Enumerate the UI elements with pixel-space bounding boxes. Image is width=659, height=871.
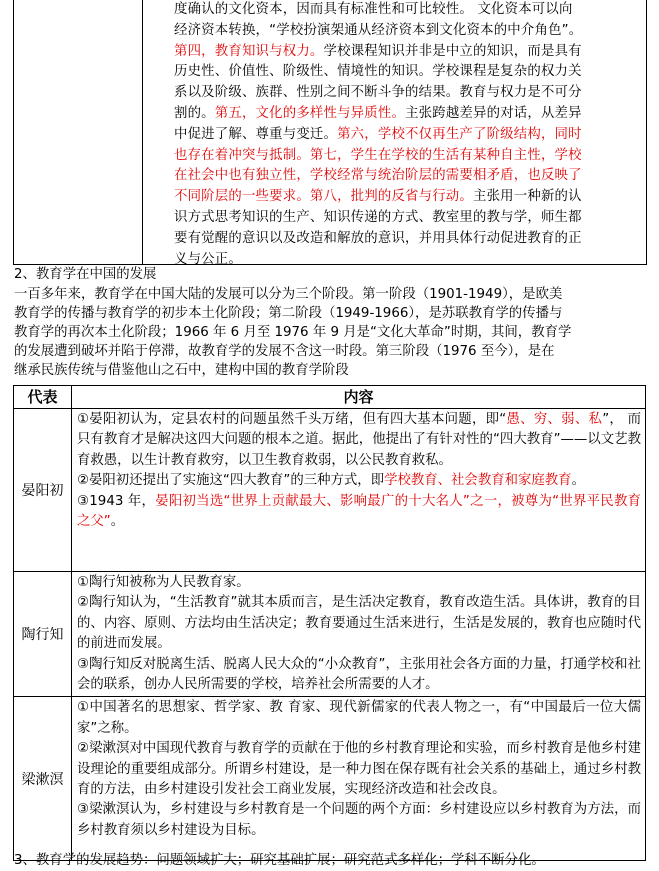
representatives-table — [13, 385, 646, 861]
content-point: ③1943 年，晏阳初当选“世界上贡献最大、影响最广的十大名人”之一，被尊为“世界平民教育之父”。 — [77, 493, 641, 530]
highlight-text: 学校教育、社会教育和家庭教育 — [384, 473, 572, 489]
text-line: 不同阶层的一些要求。第八，批判的反省与行动。主张用一种新的认 — [174, 189, 582, 205]
highlight-text: 愚、穷、弱、私 — [506, 412, 603, 427]
text-line: 中促进了解、尊重与变迁。第六，学校不仅再生产了阶级结构，同时 — [174, 126, 582, 142]
text-line: 识方式思考知识的生产、知识传递的方式、教室里的教与学，师生都 — [174, 209, 582, 225]
content-point: ②晏阳初还提出了实施这“四大教育”的三种方式，即学校教育、社会教育和家庭教育。 — [77, 473, 585, 489]
highlight-point-four: 第四，教育知识与权力。 — [174, 43, 324, 59]
text-line: 割的。第五，文化的多样性与异质性。主张跨越差异的对话，从差异 — [174, 105, 582, 121]
text-line: 度确认的文化资本，因而具有标准性和可比较性。 文化资本可以向 — [174, 2, 573, 17]
content-point: ③陶行知反对脱离生活、脱离人民大众的“小众教育”，主张用社会各方面的力量，打通学校和社会的联系，创办人民所需要的学校，培养社会所需要的人才。 — [77, 656, 641, 693]
content-point: ②梁漱溟对中国现代教育与教育学的贡献在于他的乡村教育理论和实验，而乡村教育是他乡村建设理论的重要组成部分。所谓乡村建设，是一种力图在保存既有社会关系的基础上，通过乡村教育的方法，由乡村建设引发社会工商业发展，实现经济改造和社会改良。 — [77, 741, 641, 798]
theory-table-fragment — [13, 0, 647, 265]
highlight-text-line: 在社会中也有独立性，学校经常与统治阶层的需要相矛盾，也反映了 — [174, 168, 582, 184]
highlight-text: 晏阳初当选“世界上贡献最大、影响最广的十大名人”之一，被尊为“世界平民教育之父” — [77, 493, 641, 530]
representative-content — [72, 409, 646, 572]
content-point: ①中国著名的思想家、哲学家、教 育家、现代新儒家的代表人物之一，有“中国最后一位大儒家”之称。 — [77, 700, 641, 736]
section-2-heading: 2、教育学在中国的发展 — [14, 267, 157, 282]
table-header-row — [14, 386, 646, 409]
text-line: 要有觉醒的意识以及改造和解放的意识，并用具体行动促进教育的正 — [174, 230, 582, 246]
paragraph-line: 继承民族传统与借鉴他山之石中，建构中国的教育学阶段 — [14, 363, 349, 378]
highlight-text-line: 也存在着冲突与抵制。第七，学生在学校的生活有某种自主性，学校 — [174, 147, 582, 163]
table-row-yan-yangchu — [14, 409, 646, 572]
content-point: ①晏阳初认为，定县农村的问题虽然千头万绪，但有四大基本问题，即“愚、穷、弱、私”， 而只有教育才是解决这四大问题的根本之道。据此，他提出了有针对性的“四大教育”——以文艺教育救愚，以生计教育救穷，以卫生教育救弱，以公民教育救私。 — [77, 412, 641, 468]
text-line: 义与公正。 — [174, 251, 242, 267]
content-point: ②陶行知认为，“生活教育”就其本质而言，是生活决定教育，教育改造生活。具体讲，教育的目的、内容、原则、方法均由生活决定；教育要通过生活来进行，生活是发展的，教育也应随时代的前进而发展。 — [77, 595, 641, 652]
content-point: ①陶行知被称为人民教育家。 — [77, 575, 250, 590]
representative-name: 梁漱溟 — [14, 697, 72, 861]
highlight-point-eight: 不同阶层的一些要求。第八，批判的反省与行动。 — [174, 189, 473, 205]
representative-name: 陶行知 — [14, 572, 72, 697]
table-row-liang-shuming — [14, 697, 646, 861]
representative-content — [72, 697, 646, 861]
representative-name: 晏阳初 — [14, 409, 72, 572]
representative-content — [72, 572, 646, 697]
critical-pedagogy-cell — [174, 0, 644, 270]
paragraph-line: 一百多年来，教育学在中国大陆的发展可以分为三个阶段。第一阶段（1901-1949），是欧美 — [14, 287, 563, 302]
text-line: 历史性、价值性、阶级性、情境性的知识。学校课程是复杂的权力关 — [174, 64, 582, 80]
header-representative: 代表 — [14, 386, 72, 409]
highlight-point-six: 第六，学校不仅再生产了阶级结构，同时 — [337, 126, 582, 142]
highlight-point-five: 第五，文化的多样性与异质性。 — [214, 105, 406, 121]
table-column-divider — [142, 0, 143, 264]
content-point: ③梁漱溟认为，乡村建设与乡村教育是一个问题的两个方面：乡村建设应以乡村教育为方法，而乡村教育须以乡村建设为目标。 — [77, 802, 641, 838]
paragraph-line: 教育学的传播与教育学的初步本土化阶段；第二阶段（1949-1966），是苏联教育学的传播与 — [14, 306, 563, 321]
text-line: 第四，教育知识与权力。学校课程知识并非是中立的知识，而是具有 — [174, 43, 582, 59]
section-3-trends: 3、教育学的发展趋势：问题领域扩大；研究基础扩展；研究范式多样化；学科不断分化。 — [14, 853, 545, 868]
section-2-paragraph — [14, 285, 642, 380]
text-line: 经济资本转换，“学校扮演架通从经济资本到文化资本的中介角色”。 — [174, 22, 583, 38]
text-line: 系以及阶级、族群、性别之间不断斗争的结果。教育与权力是不可分 — [174, 85, 582, 101]
paragraph-line: 教育学的再次本土化阶段；1966 年 6 月至 1976 年 9 月是“文化大革命”时期，其间，教育学 — [14, 325, 572, 340]
header-content: 内容 — [72, 386, 646, 409]
paragraph-line: 的发展遭到破坏并陷于停滞，故教育学的发展不含这一时段。第三阶段（1976 至今），是在 — [14, 344, 555, 359]
table-row-tao-xingzhi — [14, 572, 646, 697]
